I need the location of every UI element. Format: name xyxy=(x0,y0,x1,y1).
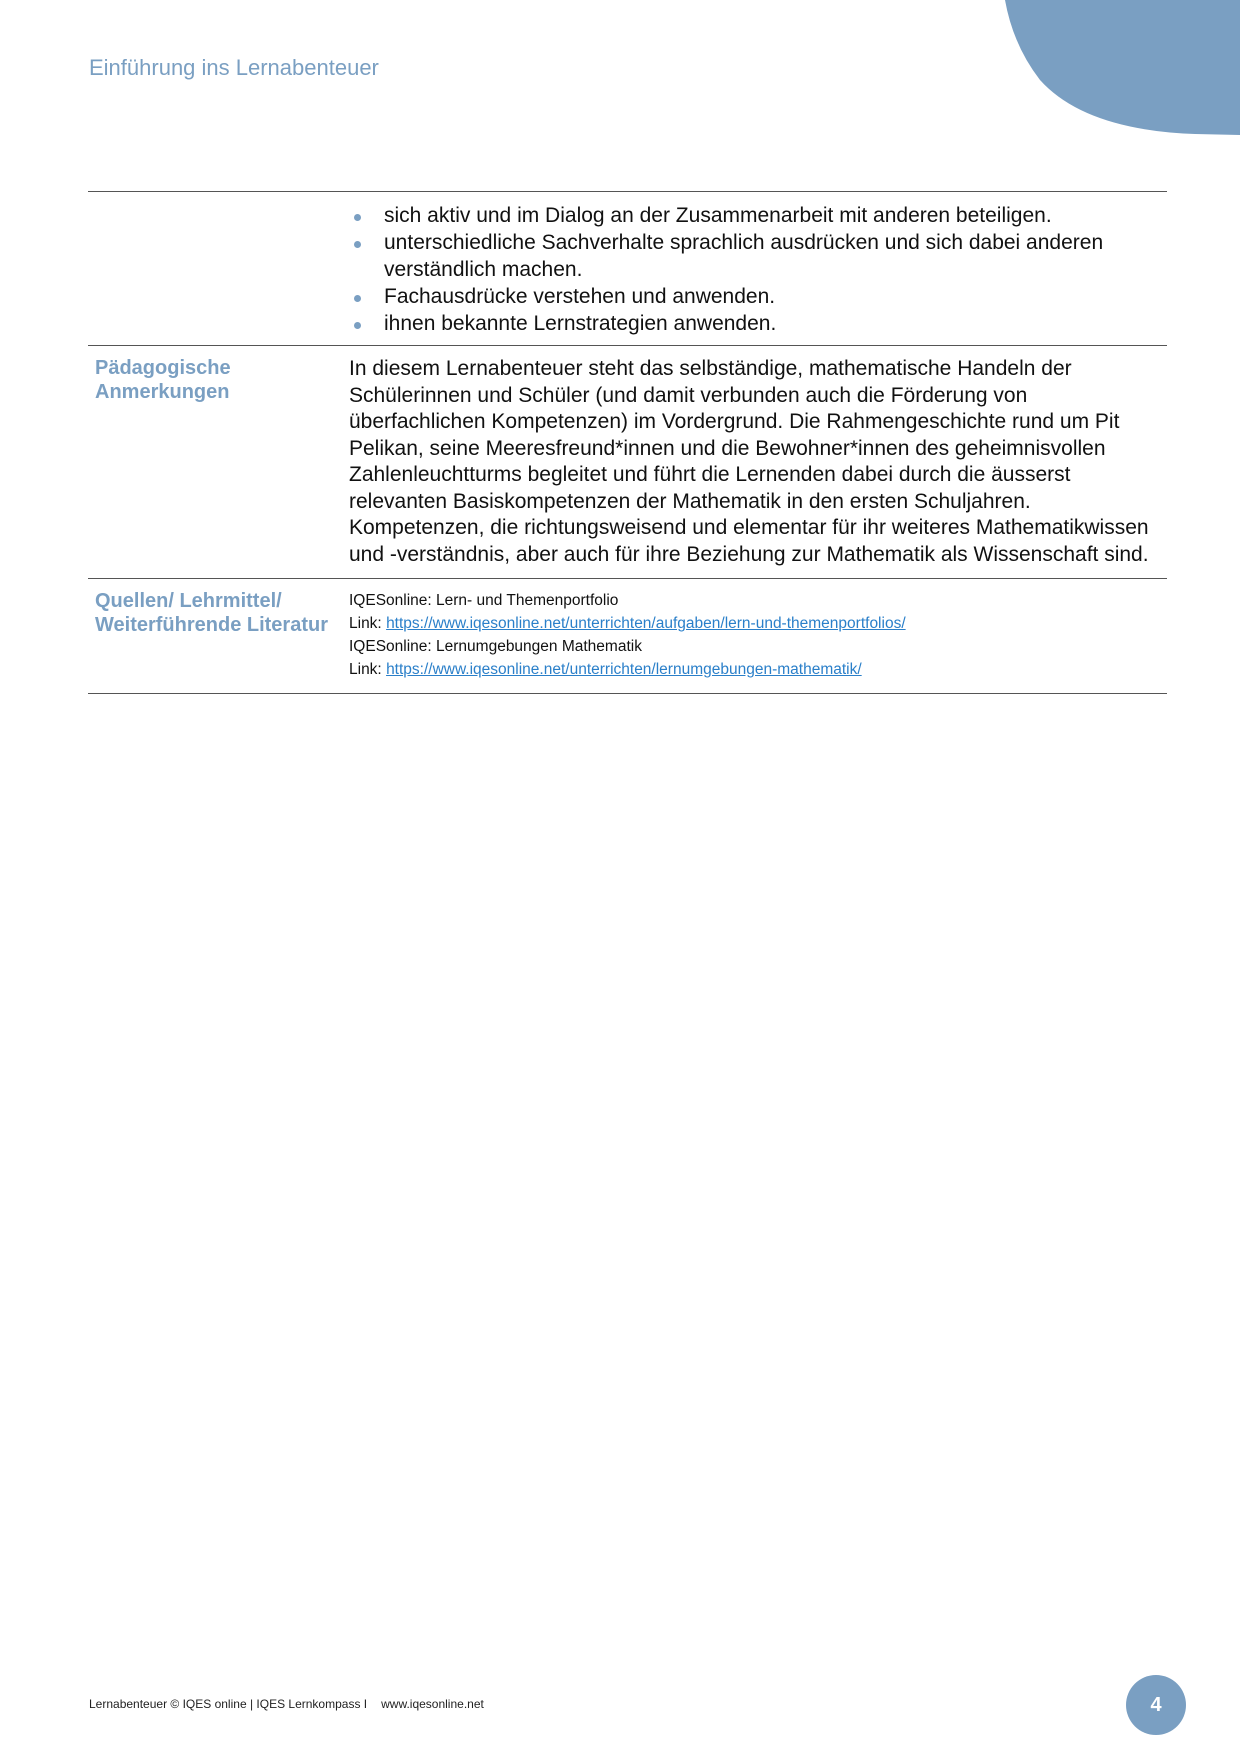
bullet-dot-icon xyxy=(354,241,361,248)
bullet-dot-icon xyxy=(354,214,361,221)
sources-list xyxy=(349,579,1167,693)
source-link[interactable]: https://www.iqesonline.net/unterrichten/lernumgebungen-mathematik/ xyxy=(386,661,862,678)
paed-text: In diesem Lernabenteuer steht das selbständige, mathematische Handeln der Schülerinnen und Schüler (und damit verbunden auch die Förderung von überfachlichen Kompetenzen) im Vordergrund. Die Rahmengeschichte rund um Pit Pelikan, seine Meeresfreund*innen und die Bewohner*innen des geheimnisvollen Zahlenleuchtturms begleitet und führt die Lernenden dabei durch die äusserst relevanten Basiskompetenzen der Mathematik in den ersten Schuljahren. Kompetenzen, die richtungsweisend und elementar für ihr weiteres Mathematikwissen und -verständnis, aber auch für ihre Beziehung zur Mathematik als Wissenschaft sind. xyxy=(349,357,1149,566)
list-item: Fachausdrücke verstehen und anwenden. xyxy=(349,283,1167,310)
source-link-line: Link: https://www.iqesonline.net/unterrichten/aufgaben/lern-und-themenportfolios/ xyxy=(349,615,906,632)
bullet-dot-icon xyxy=(354,322,361,329)
list-item: sich aktiv und im Dialog an der Zusammenarbeit mit anderen beteiligen. xyxy=(349,202,1167,229)
bullet-dot-icon xyxy=(354,295,361,302)
empty-label-cell xyxy=(88,192,349,346)
source-link-line: Link: https://www.iqesonline.net/unterrichten/lernumgebungen-mathematik/ xyxy=(349,661,862,678)
list-item: unterschiedliche Sachverhalte sprachlich ausdrücken und sich dabei anderen verständlich machen. xyxy=(349,229,1167,283)
competency-list xyxy=(349,192,1167,345)
info-table xyxy=(88,191,1167,694)
table-row-sources xyxy=(88,579,1167,694)
list-item: ihnen bekannte Lernstrategien anwenden. xyxy=(349,310,1167,337)
table-row-competencies xyxy=(88,192,1167,346)
footer xyxy=(89,1697,484,1711)
paed-label: Pädagogische Anmerkungen xyxy=(95,357,231,403)
footer-copyright: Lernabenteuer © IQES online | IQES Lernkompass I xyxy=(89,1697,368,1711)
source-title: IQESonline: Lern- und Themenportfolio xyxy=(349,592,619,609)
page-header-title: Einführung ins Lernabenteuer xyxy=(89,55,379,80)
corner-decoration xyxy=(1005,0,1240,135)
source-title: IQESonline: Lernumgebungen Mathematik xyxy=(349,638,642,655)
table-row-paedagogik xyxy=(88,346,1167,579)
source-link[interactable]: https://www.iqesonline.net/unterrichten/aufgaben/lern-und-themenportfolios/ xyxy=(386,615,906,632)
footer-website: www.iqesonline.net xyxy=(381,1697,484,1711)
page-number-badge: 4 xyxy=(1126,1675,1186,1735)
sources-label: Quellen/ Lehrmittel/ Weiterführende Literatur xyxy=(95,590,328,636)
